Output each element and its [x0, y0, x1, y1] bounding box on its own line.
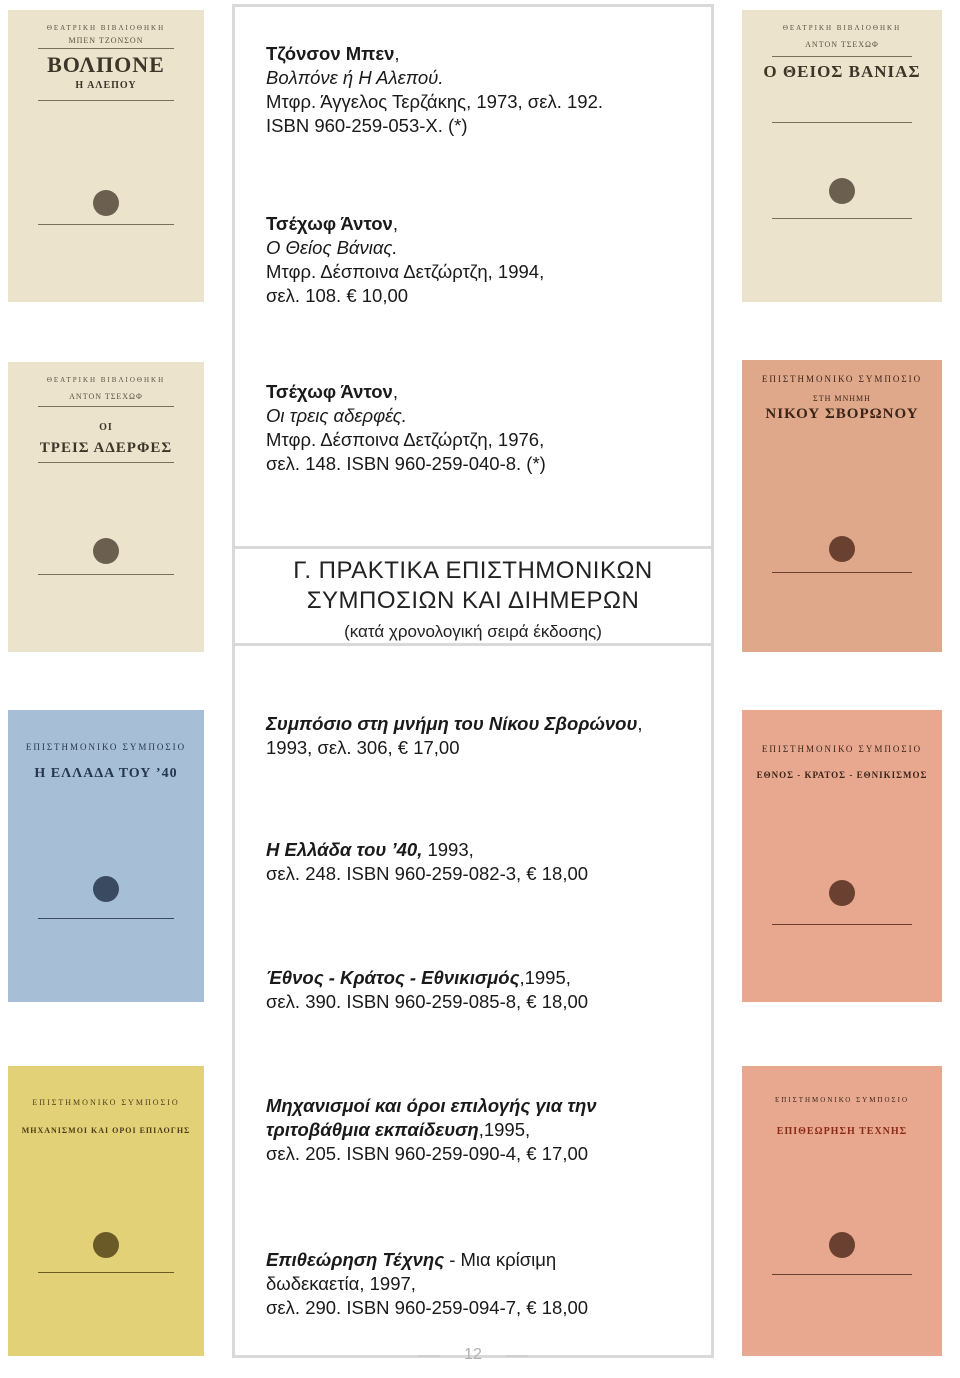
- book-entry: Τζόνσον Μπεν, Βολπόνε ή Η Αλεπού. Μτφρ. Άγγελος Τερζάκης, 1973, σελ. 192. ISBN 960-259-053-X. (*): [266, 43, 604, 136]
- entry-details: σελ. 205. ISBN 960-259-090-4, € 17,00: [266, 1143, 589, 1164]
- entry-title: Η Ελλάδα του ’40,: [266, 839, 423, 860]
- cover-title: ΕΘΝΟΣ - ΚΡΑΤΟΣ - ΕΘΝΙΚΙΣΜΟΣ: [756, 770, 928, 780]
- publisher-emblem-icon: [829, 178, 855, 204]
- cover-series: ΕΠΙΣΤΗΜΟΝΙΚΟ ΣΥΜΠΟΣΙΟ: [761, 374, 923, 384]
- book-cover-mixanismoi: [8, 1066, 204, 1356]
- entry-title: Ο Θείος Βάνιας.: [266, 237, 398, 258]
- cover-author: ΑΝΤΟΝ ΤΣΕΧΩΦ: [805, 40, 879, 49]
- entry-title: Έθνος - Κράτος - Εθνικισμός: [266, 967, 520, 988]
- entry-title: Βολπόνε ή Η Αλεπού.: [266, 67, 444, 88]
- book-cover-adelfes: [8, 362, 204, 652]
- section-title-line-2: ΣΥΜΠΟΣΙΩΝ ΚΑΙ ΔΙΗΜΕΡΩΝ: [306, 587, 640, 614]
- entry-details: δωδεκαετία, 1997,: [266, 1273, 416, 1294]
- publisher-emblem-icon: [93, 1232, 119, 1258]
- section-title-line-1: Γ. ΠΡΑΚΤΙΚΑ ΕΠΙΣΤΗΜΟΝΙΚΩΝ: [293, 557, 653, 584]
- entry-rest: ,1995,: [519, 967, 571, 988]
- entry-title: Επιθεώρηση Τέχνης: [266, 1249, 445, 1270]
- page-number: 12: [418, 1346, 528, 1364]
- cover-author: ΣΤΗ ΜΝΗΜΗ: [813, 394, 871, 403]
- proceedings-entry: [266, 966, 588, 1014]
- entry-details: Μτφρ. Άγγελος Τερζάκης, 1973, σελ. 192.: [266, 91, 604, 112]
- entry-author: Τζόνσον Μπεν: [266, 43, 395, 64]
- entry-title: Συμπόσιο στη μνήμη του Νίκου Σβορώνου: [266, 713, 638, 734]
- cover-series: ΘΕΑΤΡΙΚΗ ΒΙΒΛΙΟΘΗΚΗ: [46, 376, 166, 384]
- cover-title: ΝΙΚΟΥ ΣΒΟΡΩΝΟΥ: [765, 406, 919, 422]
- cover-series: ΘΕΑΤΡΙΚΗ ΒΙΒΛΙΟΘΗΚΗ: [782, 24, 902, 32]
- cover-series: ΕΠΙΣΤΗΜΟΝΙΚΟ ΣΥΜΠΟΣΙΟ: [25, 742, 187, 752]
- cover-series: ΘΕΑΤΡΙΚΗ ΒΙΒΛΙΟΘΗΚΗ: [46, 24, 166, 32]
- entry-author: Τσέχωφ Άντον: [266, 213, 393, 234]
- book-cover-vanias: [742, 10, 942, 302]
- entry-title: Μηχανισμοί και όροι επιλογής για την: [266, 1095, 597, 1116]
- proceedings-entry: [266, 838, 588, 886]
- book-cover-volpone: [8, 10, 204, 302]
- book-cover-ethnos: [742, 710, 942, 1002]
- entry-details: Μτφρ. Δέσποινα Δετζώρτζη, 1976,: [266, 429, 545, 450]
- cover-title: ΕΠΙΘΕΩΡΗΣΗ ΤΕΧΝΗΣ: [776, 1126, 908, 1137]
- entry-details: 1993, σελ. 306, € 17,00: [266, 737, 460, 758]
- proceedings-entry: [266, 1094, 597, 1166]
- publisher-emblem-icon: [93, 538, 119, 564]
- entry-rest: ,: [637, 713, 643, 734]
- entry-isbn: ISBN 960-259-053-X. (*): [266, 115, 468, 136]
- entry-details: σελ. 248. ISBN 960-259-082-3, € 18,00: [266, 863, 589, 884]
- cover-title: ΒΟΛΠΟΝΕ: [47, 52, 165, 77]
- publisher-emblem-icon: [829, 1232, 855, 1258]
- entry-rest: - Μια κρίσιμη: [444, 1249, 557, 1270]
- entry-rest: 1993,: [422, 839, 474, 860]
- entry-author: Τσέχωφ Άντον: [266, 381, 393, 402]
- proceedings-entry: [266, 712, 643, 760]
- cover-title: ΜΗΧΑΝΙΣΜΟΙ ΚΑΙ ΟΡΟΙ ΕΠΙΛΟΓΗΣ: [21, 1126, 191, 1135]
- entry-rest: ,1995,: [478, 1119, 531, 1140]
- entry-title: Οι τρεις αδερφές.: [266, 405, 407, 426]
- book-cover-ellada40: [8, 710, 204, 1002]
- cover-title-2: ΤΡΕΙΣ ΑΔΕΡΦΕΣ: [39, 440, 173, 456]
- book-entry: Τσέχωφ Άντον, Οι τρεις αδερφές. Μτφρ. Δέσποινα Δετζώρτζη, 1976, σελ. 148. ISBN 960-259-040-8. (*): [266, 381, 546, 474]
- section-heading: [232, 556, 714, 644]
- book-cover-epitheorisi: [742, 1066, 942, 1356]
- publisher-emblem-icon: [829, 536, 855, 562]
- publisher-emblem-icon: [93, 190, 119, 216]
- book-cover-svoronos: [742, 360, 942, 652]
- publisher-emblem-icon: [93, 876, 119, 902]
- entry-price: σελ. 108. € 10,00: [266, 285, 409, 306]
- cover-author: ΜΠΕΝ ΤΖΟΝΣΟΝ: [68, 36, 144, 45]
- publisher-emblem-icon: [829, 880, 855, 906]
- cover-series: ΕΠΙΣΤΗΜΟΝΙΚΟ ΣΥΜΠΟΣΙΟ: [32, 1098, 180, 1107]
- cover-title: Ο ΘΕΙΟΣ ΒΑΝΙΑΣ: [763, 62, 921, 81]
- proceedings-entry: [266, 1248, 588, 1320]
- cover-author: ΑΝΤΟΝ ΤΣΕΧΩΦ: [69, 392, 143, 401]
- section-subtitle: (κατά χρονολογική σειρά έκδοσης): [344, 622, 602, 641]
- entry-title-2: τριτοβάθμια εκπαίδευση: [266, 1119, 479, 1140]
- cover-series: ΕΠΙΣΤΗΜΟΝΙΚΟ ΣΥΜΠΟΣΙΟ: [761, 744, 923, 754]
- cover-series: ΕΠΙΣΤΗΜΟΝΙΚΟ ΣΥΜΠΟΣΙΟ: [774, 1096, 910, 1104]
- entry-isbn: σελ. 148. ISBN 960-259-040-8. (*): [266, 453, 546, 474]
- entry-details: Μτφρ. Δέσποινα Δετζώρτζη, 1994,: [266, 261, 545, 282]
- cover-title: Η ΕΛΛΑΔΑ ΤΟΥ ’40: [34, 766, 178, 781]
- book-entry: Τσέχωφ Άντον, Ο Θείος Βάνιας. Μτφρ. Δέσποινα Δετζώρτζη, 1994, σελ. 108. € 10,00: [266, 213, 545, 306]
- entry-details: σελ. 390. ISBN 960-259-085-8, € 18,00: [266, 991, 589, 1012]
- entry-isbn: σελ. 290. ISBN 960-259-094-7, € 18,00: [266, 1297, 589, 1318]
- cover-title: ΟΙ: [99, 422, 113, 433]
- cover-title-2: Η ΑΛΕΠΟΥ: [75, 80, 137, 91]
